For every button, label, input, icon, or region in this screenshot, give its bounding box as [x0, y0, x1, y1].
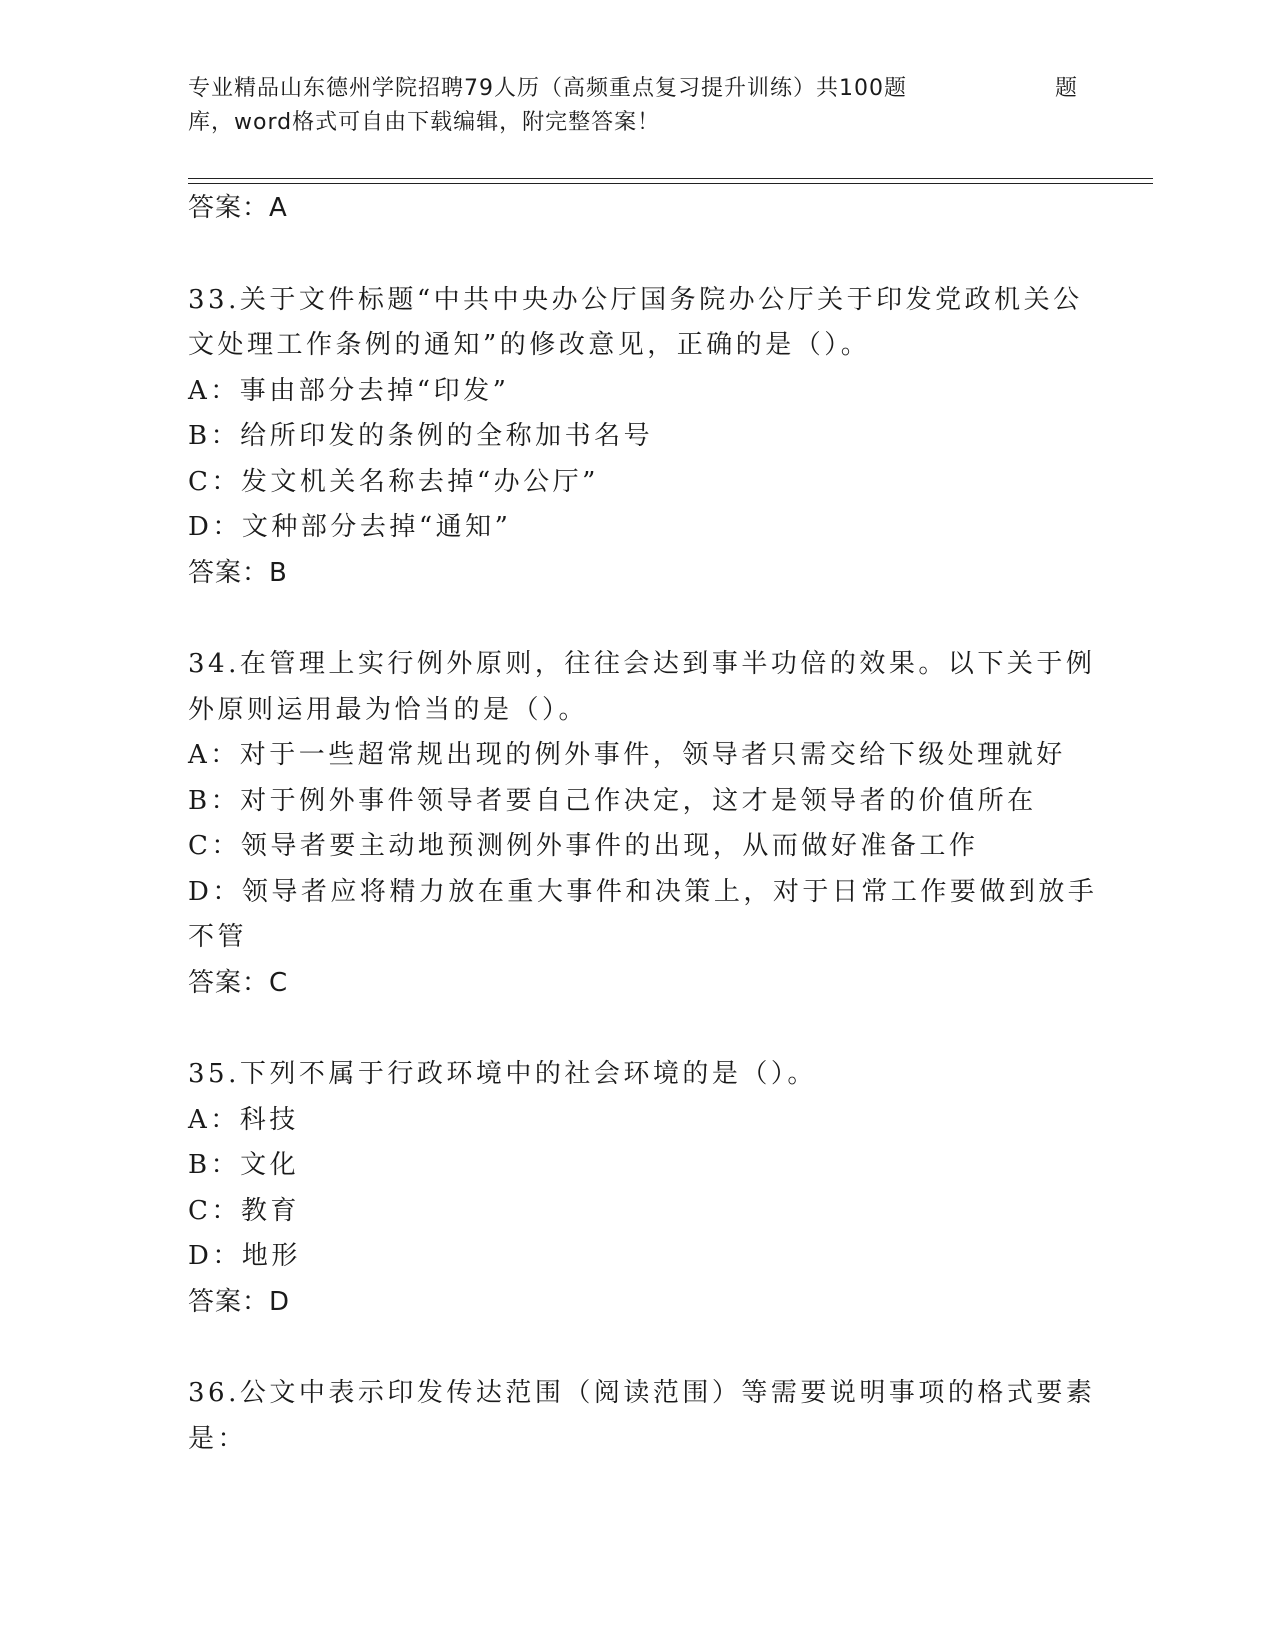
option-c: C：领导者要主动地预测例外事件的出现，从而做好准备工作 [188, 831, 979, 861]
question-33 [188, 278, 1083, 597]
question-stem: 是： [188, 1423, 248, 1454]
header-subtitle: 库，word格式可自由下载编辑，附完整答案！ [188, 110, 661, 135]
option-b: B：对于例外事件领导者要自己作决定，这才是领导者的价值所在 [188, 785, 1037, 816]
option-c: C：发文机关名称去掉“办公厅” [188, 466, 599, 497]
question-stem: 34.在管理上实行例外原则，往往会达到事半功倍的效果。以下关于例 [188, 649, 1096, 679]
header-divider-bottom [188, 183, 1153, 184]
option-a: A：事由部分去掉“印发” [188, 375, 510, 406]
question-stem: 33.关于文件标题“中共中央办公厅国务院办公厅关于印发党政机关公 [188, 284, 1083, 315]
question-stem: 35.下列不属于行政环境中的社会环境的是（）。 [188, 1059, 817, 1089]
option-d: D：地形 [188, 1241, 301, 1271]
question-stem: 文处理工作条例的通知”的修改意见，正确的是（）。 [188, 330, 871, 360]
option-a: A：对于一些超常规出现的例外事件，领导者只需交给下级处理就好 [188, 740, 1066, 770]
header-title: 专业精品山东德州学院招聘79人历（高频重点复习提升训练）共100题 [188, 76, 907, 101]
option-d: D：领导者应将精力放在重大事件和决策上，对于日常工作要做到放手 [188, 876, 1098, 907]
header-title-wrap: 题 [1054, 76, 1078, 101]
answer-34: 答案：C [188, 967, 289, 998]
question-36 [188, 1371, 1096, 1462]
option-a: A：科技 [188, 1104, 299, 1135]
question-list [188, 186, 1098, 1462]
question-35 [188, 1052, 1078, 1325]
answer-32: 答案：A [188, 193, 288, 223]
option-b: B：文化 [188, 1150, 300, 1180]
page-header [188, 72, 1078, 140]
question-stem: 36.公文中表示印发传达范围（阅读范围）等需要说明事项的格式要素 [188, 1378, 1096, 1408]
option-d: D：文种部分去掉“通知” [188, 512, 512, 542]
answer-35: 答案：D [188, 1286, 291, 1317]
option-c: C：教育 [188, 1195, 300, 1226]
header-divider-top [188, 178, 1153, 179]
header-line-1 [188, 72, 1078, 106]
option-d-continued: 不管 [188, 922, 248, 952]
question-stem: 外原则运用最为恰当的是（）。 [188, 694, 589, 725]
question-34 [188, 642, 1098, 1006]
option-b: B：给所印发的条例的全称加书名号 [188, 421, 654, 451]
answer-33: 答案：B [188, 557, 288, 588]
